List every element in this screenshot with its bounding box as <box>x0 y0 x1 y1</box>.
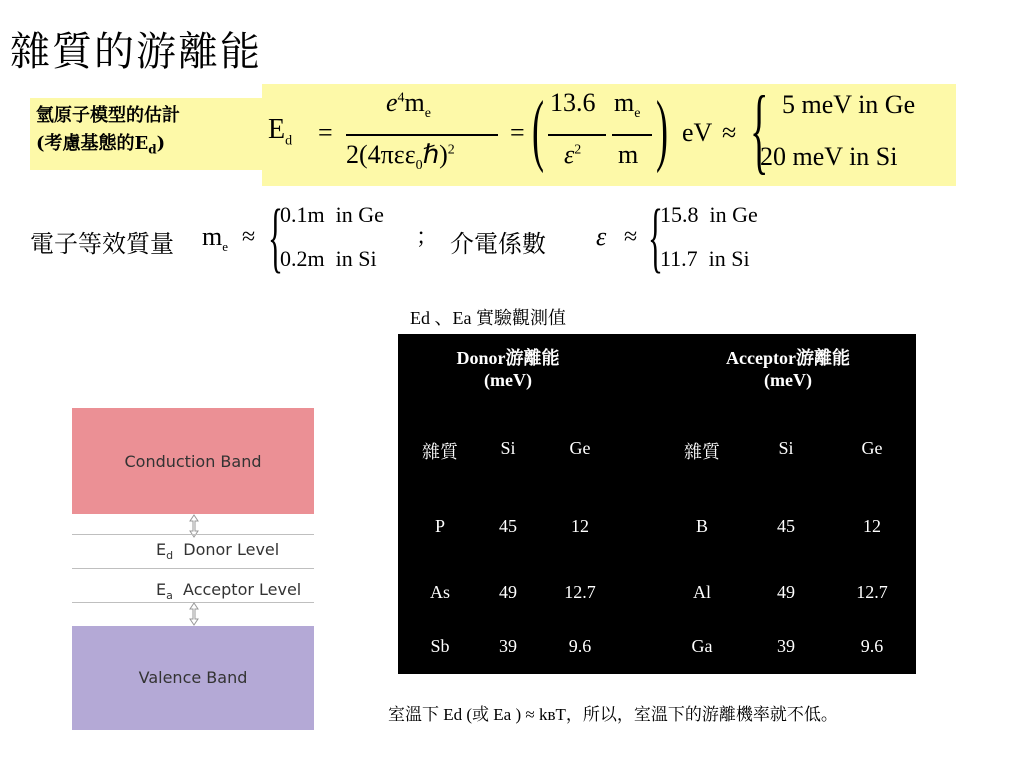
fraction-bar-2 <box>548 134 606 136</box>
donor-level-line <box>72 534 314 535</box>
table-cell: Sb <box>430 636 450 656</box>
table-cell: 12.7 <box>564 582 596 602</box>
effective-mass-approx: ≈ <box>242 224 256 250</box>
formula-denominator: 2(4πεε$_0$ℏ)$^2$ <box>346 140 455 174</box>
hydrogen-model-line1: 氫原子模型的估計 <box>36 105 180 126</box>
formula-brace: { <box>750 76 769 183</box>
formula-case-ge: 5 meV in Ge <box>782 90 916 119</box>
page-title: 雜質的游離能 <box>10 29 262 75</box>
mass-case-ge: 0.1m in Ge <box>280 202 384 227</box>
table-cell: As <box>429 582 450 602</box>
effective-mass-row <box>30 193 810 282</box>
right-paren: ) <box>656 86 668 174</box>
fraction-bar-3 <box>612 134 652 136</box>
table-cell: P <box>434 516 445 536</box>
column-header: Si <box>500 438 516 458</box>
formula-unit: eV <box>682 118 713 147</box>
acceptor-header: Acceptor游離能 (meV) <box>726 348 850 390</box>
dielectric-approx: ≈ <box>624 224 638 250</box>
dielectric-brace: { <box>648 193 663 280</box>
effective-mass-label: 電子等效質量 <box>30 230 174 258</box>
effective-mass-symbol: $m_e$ <box>202 222 229 255</box>
table-cell: 9.6 <box>860 636 884 656</box>
left-paren: ( <box>532 86 544 174</box>
column-header: Ge <box>569 438 591 458</box>
table-caption: Ed 、Ea 實驗觀測值 <box>410 308 566 328</box>
dielectric-epsilon: ε <box>596 222 607 251</box>
formula-case-si: 20 meV in Si <box>760 142 898 171</box>
formula-mass-ratio-numerator: $m_e$ <box>614 88 641 122</box>
table-cell: 9.6 <box>568 636 592 656</box>
formula-mass-ratio-denominator: m <box>618 140 639 169</box>
column-header: Si <box>778 438 794 458</box>
mass-brace: { <box>268 193 283 280</box>
formula-epsilon: $\varepsilon^2$ <box>564 140 582 169</box>
table-cell: 12 <box>571 516 589 536</box>
formula-E: $E_d$ <box>268 114 293 149</box>
formula-numerator: $e^4m_e$ <box>386 88 431 122</box>
ionization-energy-table <box>398 334 916 674</box>
table-cell: 39 <box>777 636 795 656</box>
dielectric-case-ge: 15.8 in Ge <box>660 202 758 227</box>
donor-energy-formula <box>262 76 956 186</box>
donor-header: Donor游離能 (meV) <box>456 348 560 390</box>
formula-approx: ≈ <box>722 118 737 147</box>
conduction-band <box>72 408 314 514</box>
hydrogen-model-line2: (考慮基態的$E_d$) <box>36 133 166 157</box>
hydrogen-model-label <box>30 98 262 170</box>
table-cell: B <box>695 516 708 536</box>
donor-level-label: $E_d$ Donor Level <box>156 540 280 563</box>
double-arrow-icon <box>186 602 202 626</box>
table-cell: Al <box>693 582 711 602</box>
separator-line <box>72 568 314 569</box>
table-cell: 45 <box>499 516 517 536</box>
conduction-band-label: Conduction Band <box>124 452 262 471</box>
valence-band <box>72 626 314 730</box>
column-header: Ge <box>861 438 883 458</box>
band-diagram <box>72 408 316 730</box>
acceptor-level-label: $E_a$ Acceptor Level <box>156 580 302 603</box>
row-separator: ； <box>416 224 439 249</box>
footer-note: 室溫下 Ed (或 Ea ) ≈ kʙT，所以，室溫下的游離機率就不低。 <box>388 705 838 724</box>
fraction-bar-1 <box>346 134 498 136</box>
dielectric-case-si: 11.7 in Si <box>660 246 750 271</box>
table-cell: 45 <box>777 516 795 536</box>
table-cell: 12.7 <box>856 582 888 602</box>
valence-band-label: Valence Band <box>138 668 248 687</box>
table-cell: 12 <box>863 516 881 536</box>
formula-equals-1: = <box>318 118 333 147</box>
table-cell: 49 <box>499 582 517 602</box>
dielectric-label: 介電係數 <box>450 230 546 258</box>
column-header: 雜質 <box>422 442 458 462</box>
mass-case-si: 0.2m in Si <box>280 246 377 271</box>
column-header: 雜質 <box>684 442 720 462</box>
table-cell: 49 <box>777 582 795 602</box>
formula-value: 13.6 <box>550 88 596 117</box>
formula-equals-2: = <box>510 118 525 147</box>
table-cell: Ga <box>691 636 713 656</box>
table-cell: 39 <box>499 636 517 656</box>
